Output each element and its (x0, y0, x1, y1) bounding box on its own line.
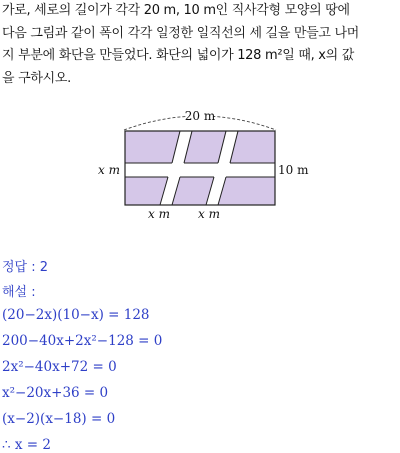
solution-step-5: (x−2)(x−18) = 0 (2, 411, 116, 427)
solution-step-1: (20−2x)(10−x) = 128 (2, 307, 150, 323)
explanation-heading: 해설 : (2, 285, 36, 300)
problem-line-3: 지 부분에 화단을 만들었다. 화단의 넓이가 128 m²일 때, x의 값 (2, 48, 354, 63)
garden-figure (90, 104, 310, 224)
left-path-label: x m (98, 163, 120, 177)
width-label: 20 m (184, 109, 216, 123)
problem-text (2, 0, 398, 90)
bottom-path-label-1: x m (148, 207, 170, 221)
garden-plots (125, 131, 275, 205)
problem-line-1: 가로, 세로의 길이가 각각 20 m, 10 m인 직사각형 모양의 땅에 (2, 3, 350, 18)
height-label: 10 m (278, 163, 309, 177)
bottom-path-label-2: x m (198, 207, 220, 221)
solution-step-4: x²−20x+36 = 0 (2, 385, 109, 401)
problem-line-4: 을 구하시오. (2, 70, 71, 86)
answer-result: 정답 : 2 (2, 260, 49, 275)
problem-line-2: 다음 그림과 같이 폭이 각각 일정한 일직선의 세 길을 만들고 나머 (2, 25, 360, 41)
solution-step-3: 2x²−40x+72 = 0 (2, 359, 117, 375)
solution-step-2: 200−40x+2x²−128 = 0 (2, 333, 163, 349)
garden-plot-bottom-right (218, 177, 275, 205)
garden-plot-top-left (125, 131, 180, 163)
solution-step-6: ∴ x = 2 (2, 437, 51, 453)
